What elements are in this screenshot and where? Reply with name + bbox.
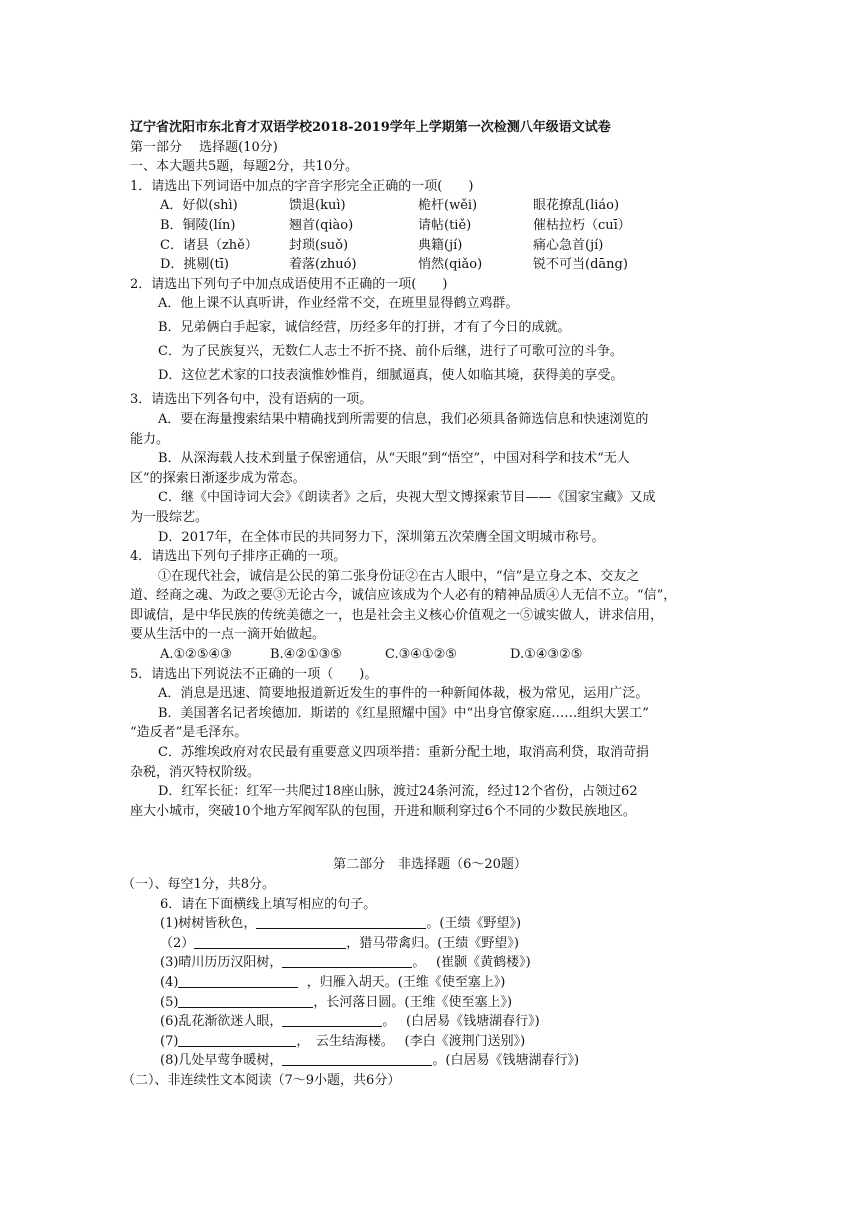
fill-line-6-pre: (6)乱花渐欲迷人眼， [160,1014,283,1030]
q5-option-b-line2: “造反者”是毛泽东。 [130,725,248,741]
q3-option-a-line1: A．要在海量搜索结果中精确找到所需要的信息，我们必须具备筛选信息和快速浏览的 [158,411,649,427]
q1-a-1: A．好似(shì) [160,198,238,214]
fill-line-2-pre: （2） [160,935,195,951]
q2-option-b: B．兄弟俩白手起家，诚信经营，历经多年的打拼，才有了今日的成就。 [158,320,571,336]
q3-stem: 3．请选出下列各句中，没有语病的一项。 [130,392,373,408]
fill-line-6 [130,1012,730,1032]
fill-line-1-pre: (1)树树皆秋色， [160,916,257,932]
fill-blank-6[interactable] [282,1012,382,1027]
q2-stem: 2．请选出下列句子中加点成语使用不正确的一项( ) [130,276,448,292]
q1-b-2: 翘首(qiào) [289,217,354,233]
q5-option-c-line1: C．苏维埃政府对农民最有重要意义四项举措：重新分配土地，取消高利贷，取消苛捐 [158,745,649,761]
q1-option-b [130,216,730,236]
q3-option-c-line1: C．继《中国诗词大会》《朗读者》之后，央视大型文博探索节目——《国家宝藏》又成 [158,490,656,506]
q1-c-2: 封琐(suǒ) [289,237,349,253]
q4-options [130,645,730,665]
q4-option-d: D.①④③②⑤ [510,647,583,663]
q5-option-d-line2: 座大小城市，突破10个地方军阀军队的包围，开进和顺利穿过6个不同的少数民族地区。 [130,803,636,819]
q1-c-3: 典籍(jí) [418,237,463,253]
q1-option-a [130,196,730,216]
q3-option-d: D．2017年，在全体市民的共同努力下，深圳第五次荣膺全国文明城市称号。 [158,529,605,545]
q4-stem: 4．请选出下列句子排序正确的一项。 [130,549,347,565]
fill-line-2-post: ，猎马带禽归。(王绩《野望》) [346,935,519,951]
q6-stem: 6．请在下面横线上填写相应的句子。 [160,896,377,912]
q1-b-4: 催枯拉朽（cuī） [533,217,631,233]
part2-section2-note: （二）、非连续性文本阅读（7～9小题，共6分） [122,1072,401,1088]
q3-option-b-line1: B．从深海载人技术到量子保密通信，从“天眼”到“悟空”，中国对科学和技术“无人 [158,451,630,467]
fill-blank-2[interactable] [194,934,346,949]
q3-option-c-line2: 为一股综艺。 [130,509,209,525]
fill-blank-8[interactable] [282,1051,432,1066]
exam-title: 辽宁省沈阳市东北育才双语学校2018-2019学年上学期第一次检测八年级语文试卷 [130,120,611,135]
q1-d-3: 悄然(qiǎo) [418,257,483,273]
q5-option-b-line1: B．美国著名记者埃德加．斯诺的《红星照耀中国》中“出身官僚家庭……组织大罢工” [158,705,649,721]
q1-c-4: 痛心急首(jí) [533,237,604,253]
q4-option-b: B.④②①③⑤ [270,647,342,663]
q5-option-a: A．消息是迅速、简要地报道新近发生的事件的一种新闻体裁，极为常见，运用广泛。 [158,686,649,702]
fill-line-1-post: 。(王绩《野望》) [426,916,522,932]
q4-passage-line2: 道、经商之魂、为政之要③无论古今，诚信应该成为个人必有的精神品质④人无信不立。“信”， [130,588,677,604]
q4-passage-line4: 要从生活中的一点一滴开始做起。 [130,627,326,643]
q1-a-2: 馈退(kuì) [289,198,346,214]
q1-b-3: 请帖(tiě) [418,217,472,233]
q1-c-1: C．诸县（zhě） [160,237,258,253]
q1-a-3: 桅杆(wěi) [418,198,478,214]
fill-line-5-post: ，长河落日圆。(王维《使至塞上》) [313,994,513,1010]
q2-option-c: C．为了民族复兴，无数仁人志士不折不挠、前仆后继，进行了可歌可泣的斗争。 [158,344,623,360]
exam-page [122,118,730,1091]
fill-blank-1[interactable] [256,914,426,929]
fill-line-3 [130,953,730,973]
fill-line-7-pre: (7) [160,1033,179,1049]
fill-line-4-pre: (4) [160,974,179,990]
fill-blank-3[interactable] [282,953,412,968]
q3-option-b-line2: 区”的探索日渐逐步成为常态。 [130,470,306,486]
q1-d-1: D．挑剔(tī) [160,257,229,273]
q2-option-d: D．这位艺术家的口技表演惟妙惟肖，细腻逼真，使人如临其境，获得美的享受。 [158,368,624,384]
fill-line-1 [130,914,730,934]
q1-a-4: 眼花撩乱(liáo) [533,198,620,214]
q4-passage-line1: ①在现代社会，诚信是公民的第二张身份证②在古人眼中，“信”是立身之本、交友之 [158,568,640,584]
q1-option-d [130,255,730,275]
part1-section-note: 一、本大题共5题，每题2分，共10分。 [130,159,359,175]
fill-line-3-post: 。 (崔颢《黄鹤楼》) [412,955,531,971]
fill-line-2 [130,934,730,954]
fill-line-6-post: 。 (白居易《钱塘湖春行》) [382,1014,540,1030]
q1-option-c [130,236,730,256]
q1-d-2: 着落(zhuó) [289,257,357,273]
fill-line-3-pre: (3)晴川历历汉阳树， [160,955,283,971]
part1-heading: 第一部分 选择题(10分) [130,139,278,155]
part2-heading: 第二部分 非选择题（6～20题） [333,857,527,873]
part2-section1-note: （一）、每空1分，共8分。 [122,877,276,892]
q1-b-1: B．铜陵(lín) [160,217,236,233]
q5-option-d-line1: D．红军长征：红军一共爬过18座山脉，渡过24条河流，经过12个省份，占领过62 [158,784,638,800]
fill-line-4-post: ，归雁入胡天。(王维《使至塞上》) [306,974,506,990]
fill-line-4 [130,973,730,993]
fill-line-5-pre: (5) [160,994,179,1010]
fill-line-5 [130,993,730,1013]
fill-blank-4[interactable] [178,973,298,988]
q5-stem: 5．请选出下列说法不正确的一项（ )。 [130,666,378,682]
fill-line-7 [130,1032,730,1052]
q4-option-c: C.③④①②⑤ [385,647,457,663]
fill-line-8-post: 。(白居易《钱塘湖春行》) [432,1053,580,1069]
q1-d-4: 锐不可当(dāng) [533,257,628,273]
q5-option-c-line2: 杂税，消灭特权阶级。 [130,764,261,780]
fill-line-8 [130,1051,730,1071]
q1-stem: 1．请选出下列词语中加点的字音字形完全正确的一项( ) [130,178,474,194]
fill-blank-7[interactable] [178,1032,296,1047]
fill-blank-5[interactable] [178,993,313,1008]
q2-option-a: A．他上课不认真听讲，作业经常不交，在班里显得鹤立鸡群。 [158,296,519,312]
fill-line-7-post: ， 云生结海楼。 (李白《渡荆门送别》) [296,1033,526,1049]
q4-option-a: A.①②⑤④③ [160,647,232,663]
fill-line-8-pre: (8)几处早莺争暖树， [160,1053,283,1069]
q4-passage-line3: 即诚信，是中华民族的传统美德之一，也是社会主义核心价值观之一⑤诚实做人，讲求信用， [130,607,664,623]
q3-option-a-line2: 能力。 [130,431,170,447]
